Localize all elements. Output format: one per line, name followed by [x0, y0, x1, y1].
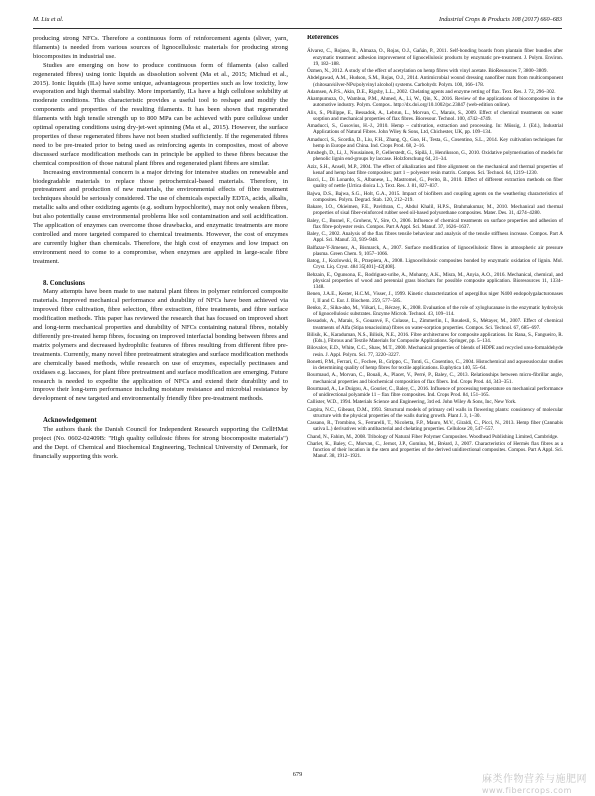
reference-item: Amaducci, S., Scordia, D., Liu, F.H., Zhang, Q., Guo, H., Testa, G., Cosentino, S.L., 2014. Key cultivation techniques for hemp in Europe and China. Ind. Crops Prod. 68, 2–16.	[307, 136, 563, 149]
reference-item: Balfazar-Y-Jimenez, A., Bismarck, A., 2007. Surface modification of lignocellulosic fibres in atmospheric air pressure plasma. Green Chem. 9, 1057–1066.	[307, 244, 563, 257]
watermark	[482, 770, 587, 796]
reference-item: Bilisik, K., Karaduman, N.S., Bilisik, N.E., 2016. Fibre architectures for composite applications. In: Rana, S., Fangueiro, R. (Eds.), Fibrous and Textile Materials for Composite Applications. Springer, pp. 5–134.	[307, 331, 563, 345]
reference-item: Bessadok, A., Marais, S., Gouanvé, F., Colasse, L., Zimmerlin, I., Roudesli, S., Métayer, M., 2007. Effect of chemical treatments of Alfa (Stipa tenacissima) fibres on water-sorption properties. Compos. Sci. Technol. 67, 685–697.	[307, 318, 563, 331]
reference-item: Bajwa, D.S., Bajwa, S.G., Holt, G.A., 2015. Impact of biofibers and coupling agents on the weathering characteristics of composites. Polym. Degrad. Stab. 120, 212–219.	[307, 190, 563, 203]
reference-item: Bacci, L., Di Lonardo, S., Albanese, L., Mastromei, G., Perito, B., 2010. Effect of different extraction methods on fiber quality of nettle (Urtica dioica L.). Text. Res. J. 81, 827–837.	[307, 177, 563, 190]
reference-item: Akampumuza, O., Wambua, P.M., Ahmed, A., Li, W., Qin, X., 2016. Review of the applications of biocomposites in the automotive industry. Polym. Compos.. http://dx.doi.org/10.1002/pc.23847 (web-edition online).	[307, 96, 563, 109]
reference-item: Álvarez, C., Rojano, B., Almaza, O., Rojas, O.J., Gañán, P., 2011. Self-bonding boards from plantain fiber bundles after enzymatic treatment: adhesion improvement of lignocellulosic products by enzymatic pre-treatment. J. Polym. Environ. 19, 182–188.	[307, 48, 563, 68]
reference-list	[307, 48, 563, 459]
reference-item: Aziz, S.H., Ansell, M.P., 2004. The effect of alkalization and fibre alignment on the mechanical and thermal properties of kenaf and hemp bast fibre composites: part 1 – polyester resin matrix. Compos. Sci. Technol. 64, 1219–1230.	[307, 163, 563, 176]
reference-item: Bonetti, P.M., Ferrari, C., Fochee, B., Grippo, C., Tonti, G., Cosentino, C., 2004. Histochemical and aqueouslocular studies in determining quality of hemp fibres for textile applications. Euphytica 140, 55–64.	[307, 358, 563, 372]
body-paragraph: Increasing environmental concern is a major driving for intensive studies on renewable and biodegradable materials to replace those petrochemical-based materials. Therefore, in pretreatment and production of new materials, the environmental effects of fibre treatment techniques should be seriously considered. The use of chemicals especially EDTA, acids, alkalis, metallic salts and other oxidizing agents (e.g. sodium hypochlorite), may not only weaken fibres, but also potentially cause environmental problems like soil contamination and soil acidification. The application of enzymes can overcome those drawbacks, and enzymatic treatments are more controlled and more targeted compared to chemical treatments. However, the cost of enzymes are currently higher than chemicals. Therefore, the high cost of enzymes and low impact on environment need to come to a compromise, when enzymes are applied in large-scale fibre treatment.	[33, 168, 288, 265]
header-rule	[33, 28, 562, 29]
header-journal: Industrial Crops & Products 108 (2017) 660–683	[439, 16, 562, 23]
body-paragraph: producing strong NFCs. Therefore a continuous form of reinforcement agents (sliver, yarn, filaments) is needed from various sources of lignocellulosic materials for producing strong biocomposites in industrial use.	[33, 35, 288, 60]
section-gap	[33, 267, 288, 280]
reference-item: Bakare, I.O., Okieimen, F.E., Pavithran, C., Abdul Khalil, H.P.S., Brahmakumar, M., 2010. Mechanical and thermal properties of sisal fiber-reinforced rubber seed oil-based polyurethane composites. Mater. Des. 31, 4274–4280.	[307, 204, 563, 217]
reference-item: Bourmaud, A., Le Duigou, A., Gourier, C., Baley, C., 2016. Influence of processing temperature on mechanical performance of unidirectional polyamide 11 – flax fibre composites. Ind. Crops Prod. 84, 151–165.	[307, 385, 563, 399]
header-authors: M. Liu et al.	[33, 16, 64, 23]
reference-item: Benko, Z., Siika-aho, M., Viikari, L., Réczey, K., 2008. Evaluation of the role of xyloglucanase in the enzymatic hydrolysis of lignocellulosic substrates. Enzyme Microb. Technol. 43, 109–114.	[307, 304, 563, 318]
conclusions-heading: 8. Conclusions	[43, 279, 85, 287]
reference-item: Amaducci, S., Gusovius, H.-J., 2010. Hemp – cultivation, extraction and processing. In: Müssig, J. (Ed.), Industrial Applications of Natural Fibres. John Wiley & Sons, Ltd, Chichester, UK, pp. 109–134.	[307, 123, 563, 136]
reference-item: Adamsen, A.P.S., Akin, D.E., Rigsby, L.L., 2002. Chelating agents and enzyme retting of flax. Text. Res. J. 72, 296–302.	[307, 88, 556, 95]
watermark-text: 麻类作物营养与施肥网	[482, 774, 587, 785]
reference-item: Behzain, E., Ogunsona, E., Rodriguez-uribe, A., Mohanty, A.K., Misra, M., Anyia, A.O., 2016. Mechanical, chemical, and physical properties of wood and perennial grass biochars for possible composite application. Bioresources 11, 1334–1348.	[307, 271, 563, 291]
reference-item: Baley, C., 2002. Analysis of the flax fibres tensile behaviour and analysis of the tensile stiffness increase. Compos. Part A Appl. Sci. Manuf. 33, 939–948.	[307, 231, 563, 244]
reference-item: Charlet, K., Baley, C., Morvan, C., Jernot, J.P., Gomina, M., Bréard, J., 2007. Characteristics of Hermès flax fibres as a function of their location in the stem and properties of the derived unidirectional composites. Compos. Part A Appl. Sci. Manuf. 38, 1912–1921.	[307, 440, 563, 460]
reference-item: Abdelgawad, A.M., Hudson, S.M., Rojas, O.J., 2014. Antimicrobial wound dressing nanofiber mats from multicomponent (chitosan/silver-NPs/polyvinyl alcohol) systems. Carbohydr. Polym. 100, 166–178.	[307, 75, 563, 88]
reference-item: Amsbegh, D., Li, J., Nousiainen, P., Gellerstedt, G., Sipilä, J., Henriksson, G., 2010. Oxidative polymerisation of models for phenolic lignin end-groups by laccase. Holzforschung 64, 21–34.	[307, 150, 563, 163]
left-column	[33, 35, 288, 755]
reference-item: Baley, C., Busnel, F., Grohens, Y., Sire, O., 2006. Influence of chemical treatments on surface properties and adhesion of flax fibre-polyester resin. Compos. Part A Appl. Sci. Manuf. 37, 1626–1637.	[307, 217, 563, 230]
reference-item: Bilovalov, E.D., White, C.C., Shaw, M.T., 2000. Mechanical properties of blends of HDPE and recycled urea-formaldehyde resin. J. Appl. Polym. Sci. 77, 3220–3227.	[307, 345, 563, 358]
body-paragraph: The authors thank the Danish Council for Independent Research supporting the CellHMat project (No. 0602-02409B: "High quality cellulosic fibres for strong biocomposite materials") and the Dept. of Chemical and Biochemical Engineering, Technical University of Denmark, for financially supporting this work.	[33, 426, 288, 460]
reference-item: Benen, J.A.E., Kester, H.C.M., Visser, J., 1999. Kinetic characterization of aspergillus niger N400 endopolygalacturonases I, II and C. Eur. J. Biochem. 259, 577–585.	[307, 291, 563, 304]
body-paragraph: Many attempts have been made to use natural plant fibres in polymer reinforced composite materials. Improved mechanical performance and durability of NFCs have been achieved via improved fibre cultivation, fibre selection, fibre extraction, fibre treatments, and fibre surface modification methods. This paper has reviewed the research that has focused on improved short and long-term mechanical properties and durability of NFCs containing natural fibres, notably differently pre-treated hemp fibres, focusing on improved interfacial bonding between fibres and matrix polymers and decreased hydrophilic features of fibres resulting from different fibre pre-treatments. Currently, many novel fibre pretreatment strategies and surface modification methods are chemically based methods, while research on use of enzymes, especially pectinases and oxidases e.g. laccases, for plant fibre pretreatment and surface modification are emerging. Future research is needed to expedite the application of NFCs and extend their durability and to improve their long-term performance including moisture resistance and microbial resistance by development of new targeted and environmentally friendly fibre pre-treatment methods.	[33, 288, 288, 403]
acknowledgement-heading: Acknowledgement	[43, 417, 97, 425]
running-header	[33, 16, 562, 28]
references-heading: References	[307, 35, 339, 41]
page-number: 679	[292, 771, 303, 778]
reference-item: Bourmaud, A., Morvan, C., Bouali, A., Placet, V., Perré, P., Baley, C., 2013. Relationships between micro-fibrillar angle, mechanical properties and biochemical composition of flax fibers. Ind. Crops Prod. 44, 343–351.	[307, 372, 563, 385]
reference-item: Carpita, N.C., Gibeaut, D.M., 1993. Structural models of primary cell walls in flowering plants: consistency of molecular structure with the physical properties of the walls during growth. Plant J. 3, 1–30.	[307, 406, 563, 419]
reference-item: Callister, W.D., 1994. Materials Science and Engineering, 3rd ed. John Wiley & Sons, Inc, New York.	[307, 399, 517, 406]
reference-item: Alix, S., Philippe, E., Bessadok, A., Lebrun, L., Morvan, C., Marais, S., 2009. Effect of chemical treatments on water sorption and mechanical properties of flax fibres. Bioresour. Technol. 100, 4742–4749.	[307, 109, 563, 122]
reference-item: Cassano, R., Trombino, S., Ferrarelli, T., Nicoletta, F.P., Mauro, M.V., Giraldi, C., Picci, N., 2013. Hemp fiber (Cannabis sativa L.) derivatives with antibacterial and chelating properties. Cellulose 20, 547–557.	[307, 420, 563, 433]
reference-item: Özmen, N., 2012. A study of the effect of acetylation on hemp fibres with vinyl acetate. BioResources 7, 3800–3809.	[307, 68, 548, 75]
section-gap	[33, 404, 288, 417]
body-paragraph: Studies are emerging on how to produce continuous form of filaments (also called regenerated fibres) using ionic liquids as dissolution solvent (Ma et al., 2015; Michud et al., 2015). Ionic liquids (ILs) have some unique, advantageous properties such as low toxicity, low evaporation and high thermal stability. More importantly, ILs have a high cellulose solubility at moderate conditions. This characteristic provides a useful tool to reshape and modify the components and properties of the resulting filaments. It has been shown that regenerated filaments with high tensile strength up to 800 MPa can be achieved with pure cellulose under optimal operating conditions using dry-jet-wet spinning (Ma et al., 2015). However, the surface properties of these regenerated fibres have not been studied sufficiently. If the regenerated fibres need to be pre-treated prior to being used as reinforcing agents in composites, most of above discussed surface modification methods can in principle be applied to these fibres because the chemical composition of those natural plant fibres and regenerated plant fibres are similar.	[33, 61, 288, 167]
reference-item: Chand, N., Fahim, M., 2008. Tribology of Natural Fiber Polymer Composites. Woodhead Publishing Limited, Cambridge.	[307, 433, 559, 440]
right-column	[307, 35, 563, 760]
watermark-url: www.fibercrops.com	[482, 786, 572, 795]
reference-item: Batog, J., Kozlowski, R., Przepiera, A., 2008. Lignocellulosic composites bonded by enzymatic oxidation of lignin. Mol. Cryst. Liq. Cryst. 484 35[401]–42[408].	[307, 258, 563, 271]
